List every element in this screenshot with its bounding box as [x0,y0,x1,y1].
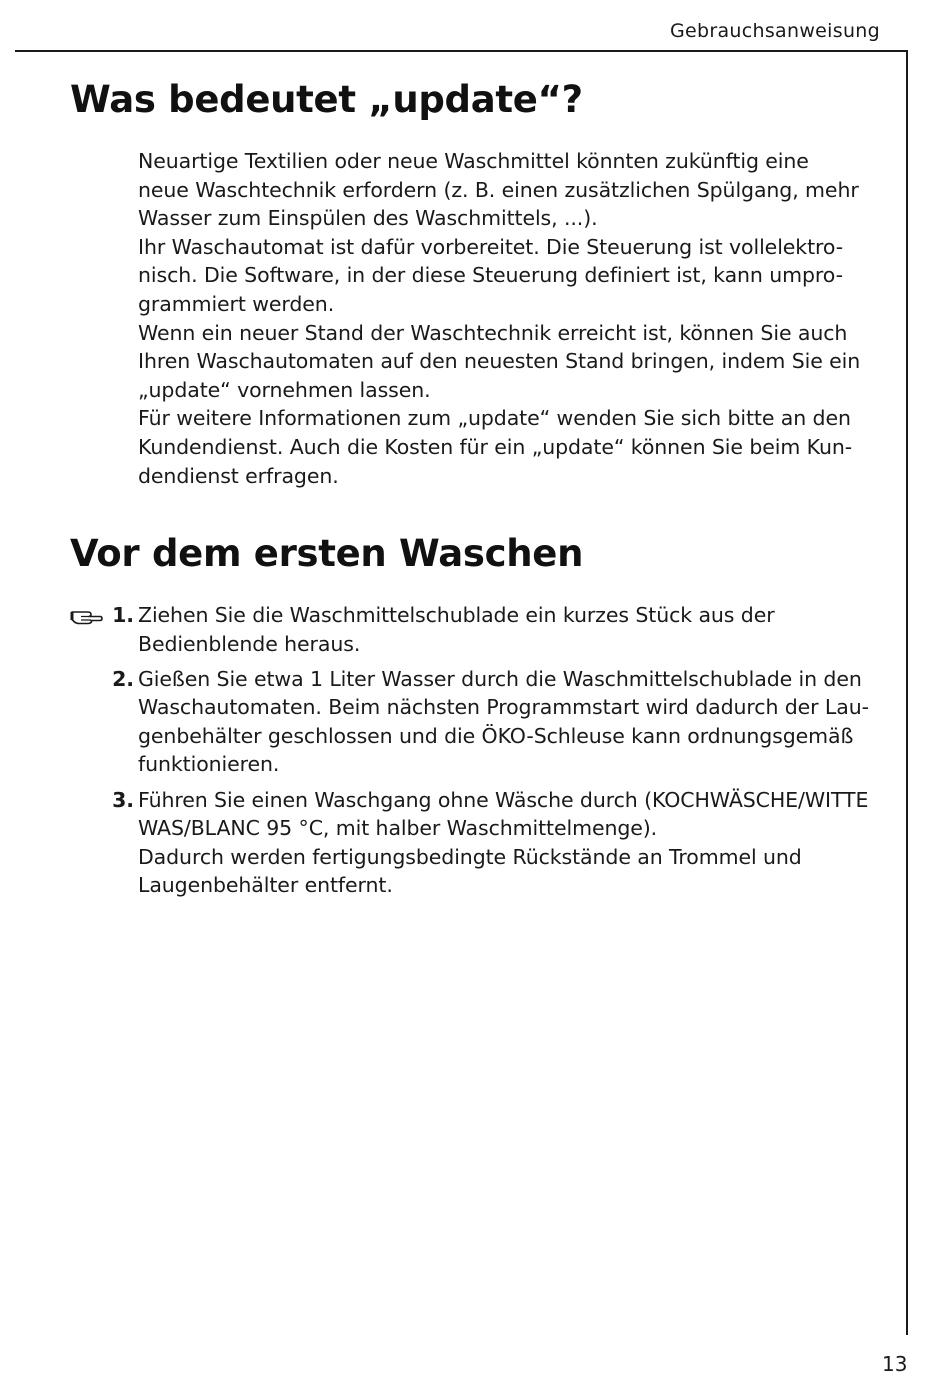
text-line: dendienst erfragen. [138,463,339,488]
update-paragraph [138,147,888,490]
step-1 [0,601,888,658]
text-line: funktionieren. [138,752,280,777]
text-line: Für weitere Informationen zum „update“ wenden Sie sich bitte an den [138,406,851,431]
step-2 [0,665,888,779]
pointing-hand-icon [70,607,104,625]
page-number: 13 [882,1352,908,1376]
first-wash-steps [0,601,900,906]
text-line: „update“ vornehmen lassen. [138,377,431,402]
text-line: Wenn ein neuer Stand der Waschtechnik erreicht ist, können Sie auch [138,320,848,345]
text-line: Laugenbehälter entfernt. [138,873,393,898]
text-line: Neuartige Textilien oder neue Waschmittel könnten zukünftig eine [138,149,809,173]
header-rule [15,50,908,52]
text-line: WAS/BLANC 95 °C, mit halber Waschmittelmenge). [138,816,658,841]
text-line: Waschautomaten. Beim nächsten Programmstart wird dadurch der Lau- [138,695,869,720]
text-line: genbehälter geschlossen und die ÖKO-Schleuse kann ordnungsgemäß [138,723,854,748]
step-number: 3. [112,787,134,812]
header-label: Gebrauchsanweisung [670,20,880,42]
text-line: Kundendienst. Auch die Kosten für ein „update“ können Sie beim Kun- [138,434,853,459]
text-line: Bedienblende heraus. [138,631,361,656]
text-line: neue Waschtechnik erfordern (z. B. einen zusätzlichen Spülgang, mehr [138,177,859,202]
text-line: Führen Sie einen Waschgang ohne Wäsche durch (KOCHWÄSCHE/WITTE [138,787,869,812]
right-margin-rule [906,50,908,1335]
step-number: 2. [112,666,134,691]
step-3 [0,786,888,900]
text-line: Dadurch werden fertigungsbedingte Rückstände an Trommel und [138,844,802,869]
text-line: grammiert werden. [138,291,335,316]
text-line: Gießen Sie etwa 1 Liter Wasser durch die Waschmittelschublade in den [138,666,862,691]
text-line: Wasser zum Einspülen des Waschmittels, ...). [138,206,598,231]
text-line: nisch. Die Software, in der diese Steuerung definiert ist, kann umpro- [138,263,843,288]
step-number: 1. [112,603,134,627]
section-title-update: Was bedeutet „update“? [70,78,583,121]
text-line: Ziehen Sie die Waschmittelschublade ein kurzes Stück aus der [138,603,775,627]
section-title-first-wash: Vor dem ersten Waschen [70,532,584,575]
text-line: Ihr Waschautomat ist dafür vorbereitet. Die Steuerung ist vollelektro- [138,234,844,259]
text-line: Ihren Waschautomaten auf den neuesten Stand bringen, indem Sie ein [138,349,861,374]
